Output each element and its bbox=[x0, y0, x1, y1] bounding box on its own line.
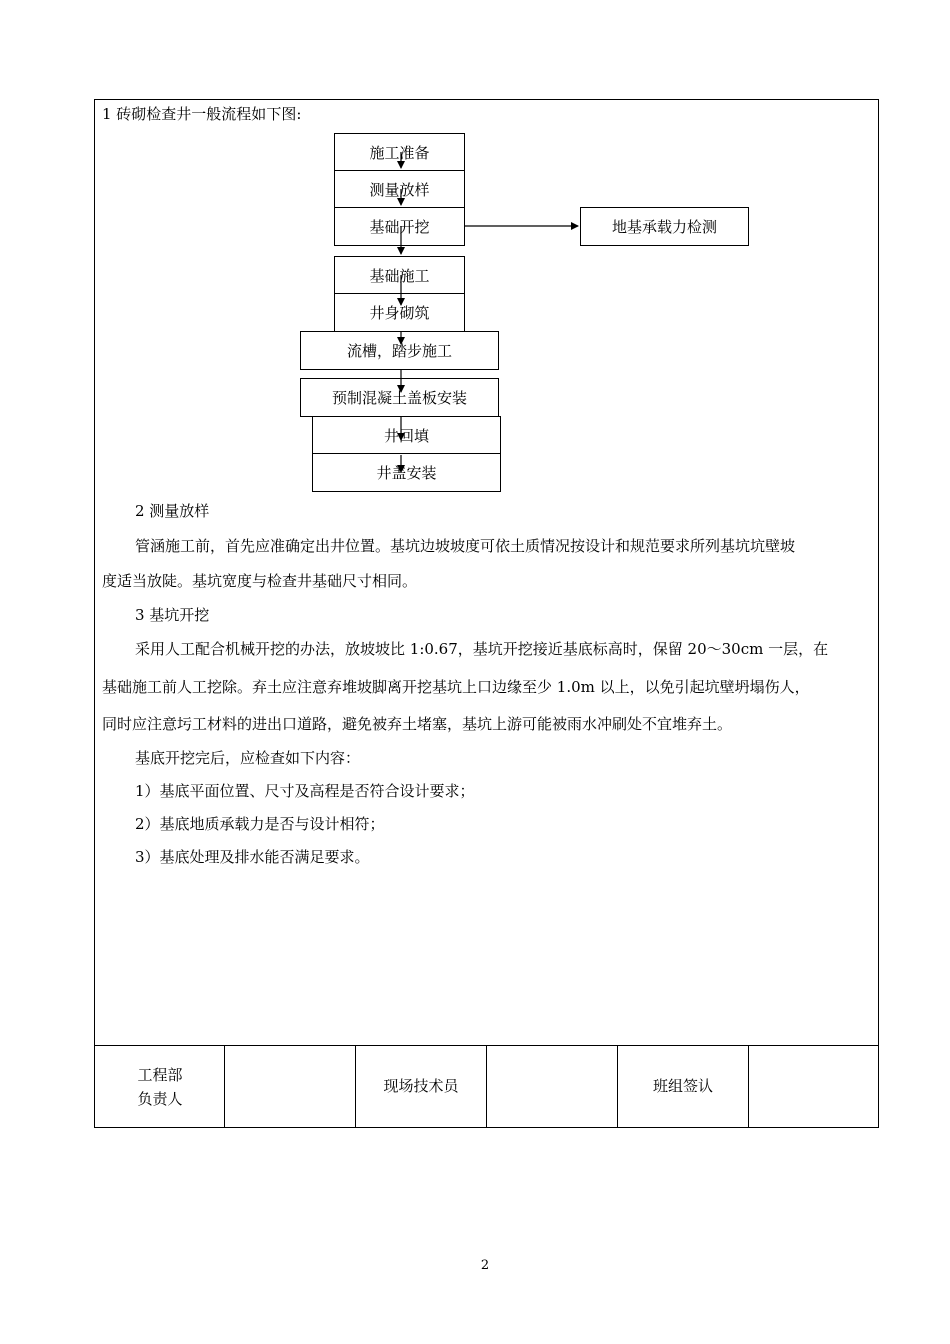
flow-step-backfill: 井回填 bbox=[312, 416, 501, 455]
technician-label: 现场技术员 bbox=[383, 1077, 459, 1095]
dept-head-label bbox=[120, 1063, 200, 1111]
flow-step-excavate: 基础开挖 bbox=[334, 207, 465, 246]
flow-step-masonry: 井身砌筑 bbox=[334, 293, 465, 332]
cell-divider bbox=[486, 1045, 487, 1128]
section-2-para-line: 度适当放陡。基坑宽度与检查井基础尺寸相同。 bbox=[102, 572, 418, 590]
dept-head-line: 负责人 bbox=[137, 1090, 183, 1108]
check-item: 1）基底平面位置、尺寸及高程是否符合设计要求； bbox=[135, 782, 475, 800]
check-intro: 基底开挖完后，应检查如下内容： bbox=[135, 749, 361, 767]
flow-step-survey: 测量放样 bbox=[334, 170, 465, 209]
flow-step-prepare: 施工准备 bbox=[334, 133, 465, 172]
dept-head-line: 工程部 bbox=[137, 1066, 183, 1084]
flowchart-heading: 1 砖砌检查井一般流程如下图: bbox=[102, 105, 302, 123]
cell-divider bbox=[748, 1045, 749, 1128]
section-3-title: 3 基坑开挖 bbox=[135, 606, 210, 624]
check-item: 2）基底地质承载力是否与设计相符； bbox=[135, 815, 385, 833]
flow-step-lid: 井盖安装 bbox=[312, 453, 501, 492]
flow-step-foundation: 基础施工 bbox=[334, 256, 465, 295]
flow-step-bearing-test: 地基承载力检测 bbox=[580, 207, 749, 246]
section-3-para-line: 采用人工配合机械开挖的办法，放坡坡比 1:0.67，基坑开挖接近基底标高时，保留 20～30cm 一层，在 bbox=[135, 640, 829, 658]
flow-step-cover-slab: 预制混凝土盖板安装 bbox=[300, 378, 499, 417]
check-item: 3）基底处理及排水能否满足要求。 bbox=[135, 848, 370, 866]
section-2-para-line: 管涵施工前，首先应准确定出井位置。基坑边坡坡度可依土质情况按设计和规范要求所列基坑坑壁坡 bbox=[135, 537, 796, 555]
page-number: 2 bbox=[480, 1258, 490, 1273]
flow-step-channel: 流槽，踏步施工 bbox=[300, 331, 499, 370]
cell-divider bbox=[224, 1045, 225, 1128]
section-2-title: 2 测量放样 bbox=[135, 502, 210, 520]
section-3-para-line: 同时应注意圬工材料的进出口道路，避免被弃土堵塞，基坑上游可能被雨水冲刷处不宜堆弃土。 bbox=[102, 715, 733, 733]
team-sign-label: 班组签认 bbox=[652, 1077, 713, 1095]
section-3-para-line: 基础施工前人工挖除。弃土应注意弃堆坡脚离开挖基坑上口边缘至少 1.0m 以上，以免引起坑壁坍塌伤人， bbox=[102, 678, 810, 696]
form-frame bbox=[94, 99, 879, 1128]
